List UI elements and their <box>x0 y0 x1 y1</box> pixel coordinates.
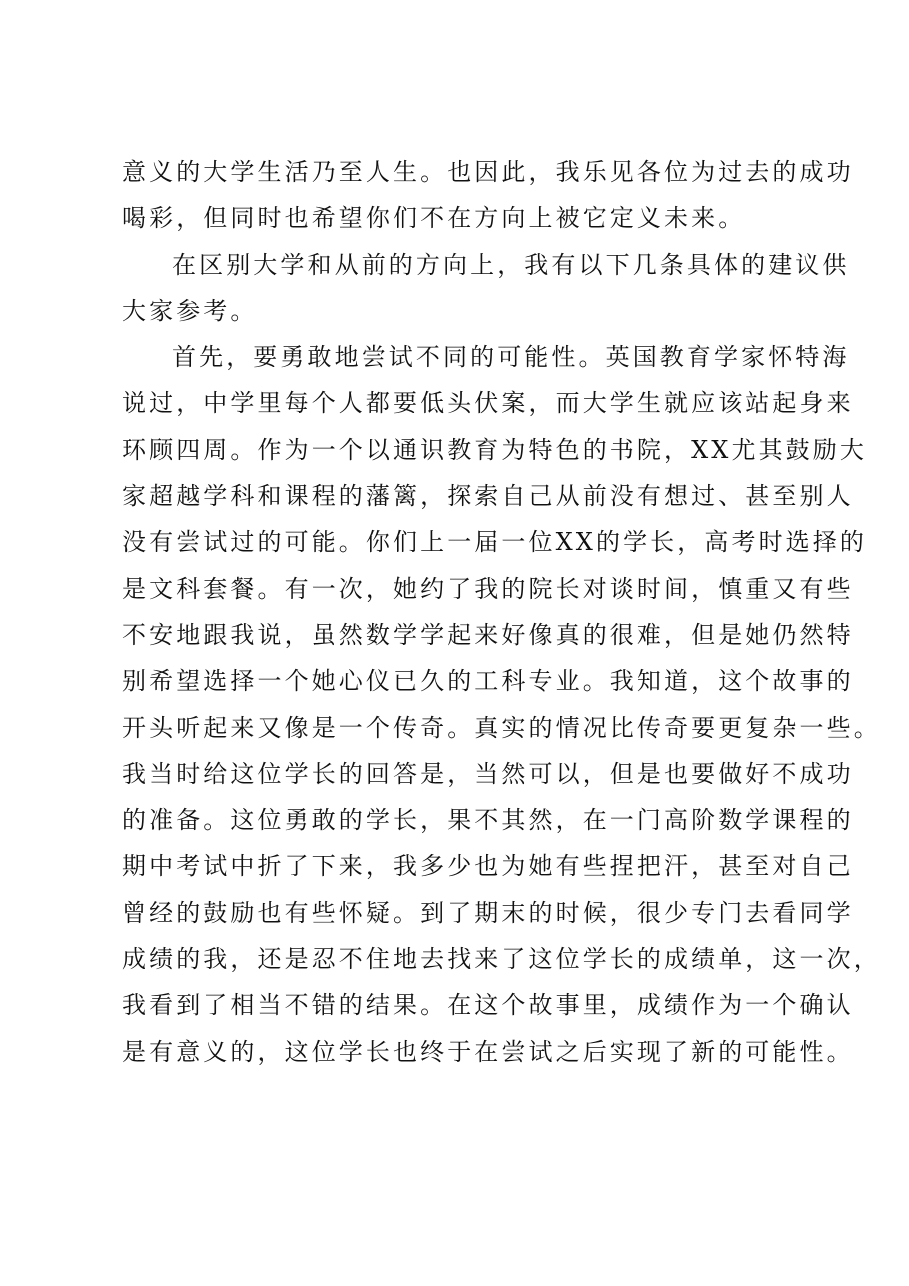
text-line: 家超越学科和课程的藩篱，探索自己从前没有想过、甚至别人 <box>122 482 854 511</box>
text-line: 别希望选择一个她心仪已久的工科专业。我知道，这个故事的 <box>122 667 854 696</box>
text-line: 是文科套餐。有一次，她约了我的院长对谈时间，慎重又有些 <box>122 574 854 603</box>
text-line: 开头听起来又像是一个传奇。真实的情况比传奇要更复杂一些。 <box>122 713 881 742</box>
text-line: 说过，中学里每个人都要低头伏案，而大学生就应该站起身来 <box>122 389 854 418</box>
text-line: 曾经的鼓励也有些怀疑。到了期末的时候，很少专门去看同学 <box>122 898 854 927</box>
text-line: 我看到了相当不错的结果。在这个故事里，成绩作为一个确认 <box>122 991 854 1020</box>
text-line: 大家参考。 <box>122 296 258 325</box>
text-line: 的准备。这位勇敢的学长，果不其然，在一门高阶数学课程的 <box>122 806 854 835</box>
text-line: 没有尝试过的可能。你们上一届一位XX的学长，高考时选择的 <box>122 528 867 557</box>
text-line: 是有意义的，这位学长也终于在尝试之后实现了新的可能性。 <box>122 1037 854 1066</box>
text-line: 期中考试中折了下来，我多少也为她有些捏把汗，甚至对自己 <box>122 852 854 881</box>
body-text <box>122 158 881 1086</box>
text-line: 成绩的我，还是忍不住地去找来了这位学长的成绩单，这一次， <box>122 945 881 974</box>
text-line: 在区别大学和从前的方向上，我有以下几条具体的建议供 <box>172 250 850 279</box>
text-line: 喝彩，但同时也希望你们不在方向上被它定义未来。 <box>122 204 746 233</box>
text-line: 我当时给这位学长的回答是，当然可以，但是也要做好不成功 <box>122 759 854 788</box>
text-line: 意义的大学生活乃至人生。也因此，我乐见各位为过去的成功 <box>122 158 854 186</box>
text-line: 环顾四周。作为一个以通识教育为特色的书院，XX尤其鼓励大 <box>122 435 867 464</box>
text-line: 首先，要勇敢地尝试不同的可能性。英国教育学家怀特海 <box>172 343 850 372</box>
text-line: 不安地跟我说，虽然数学学起来好像真的很难，但是她仍然特 <box>122 620 854 649</box>
